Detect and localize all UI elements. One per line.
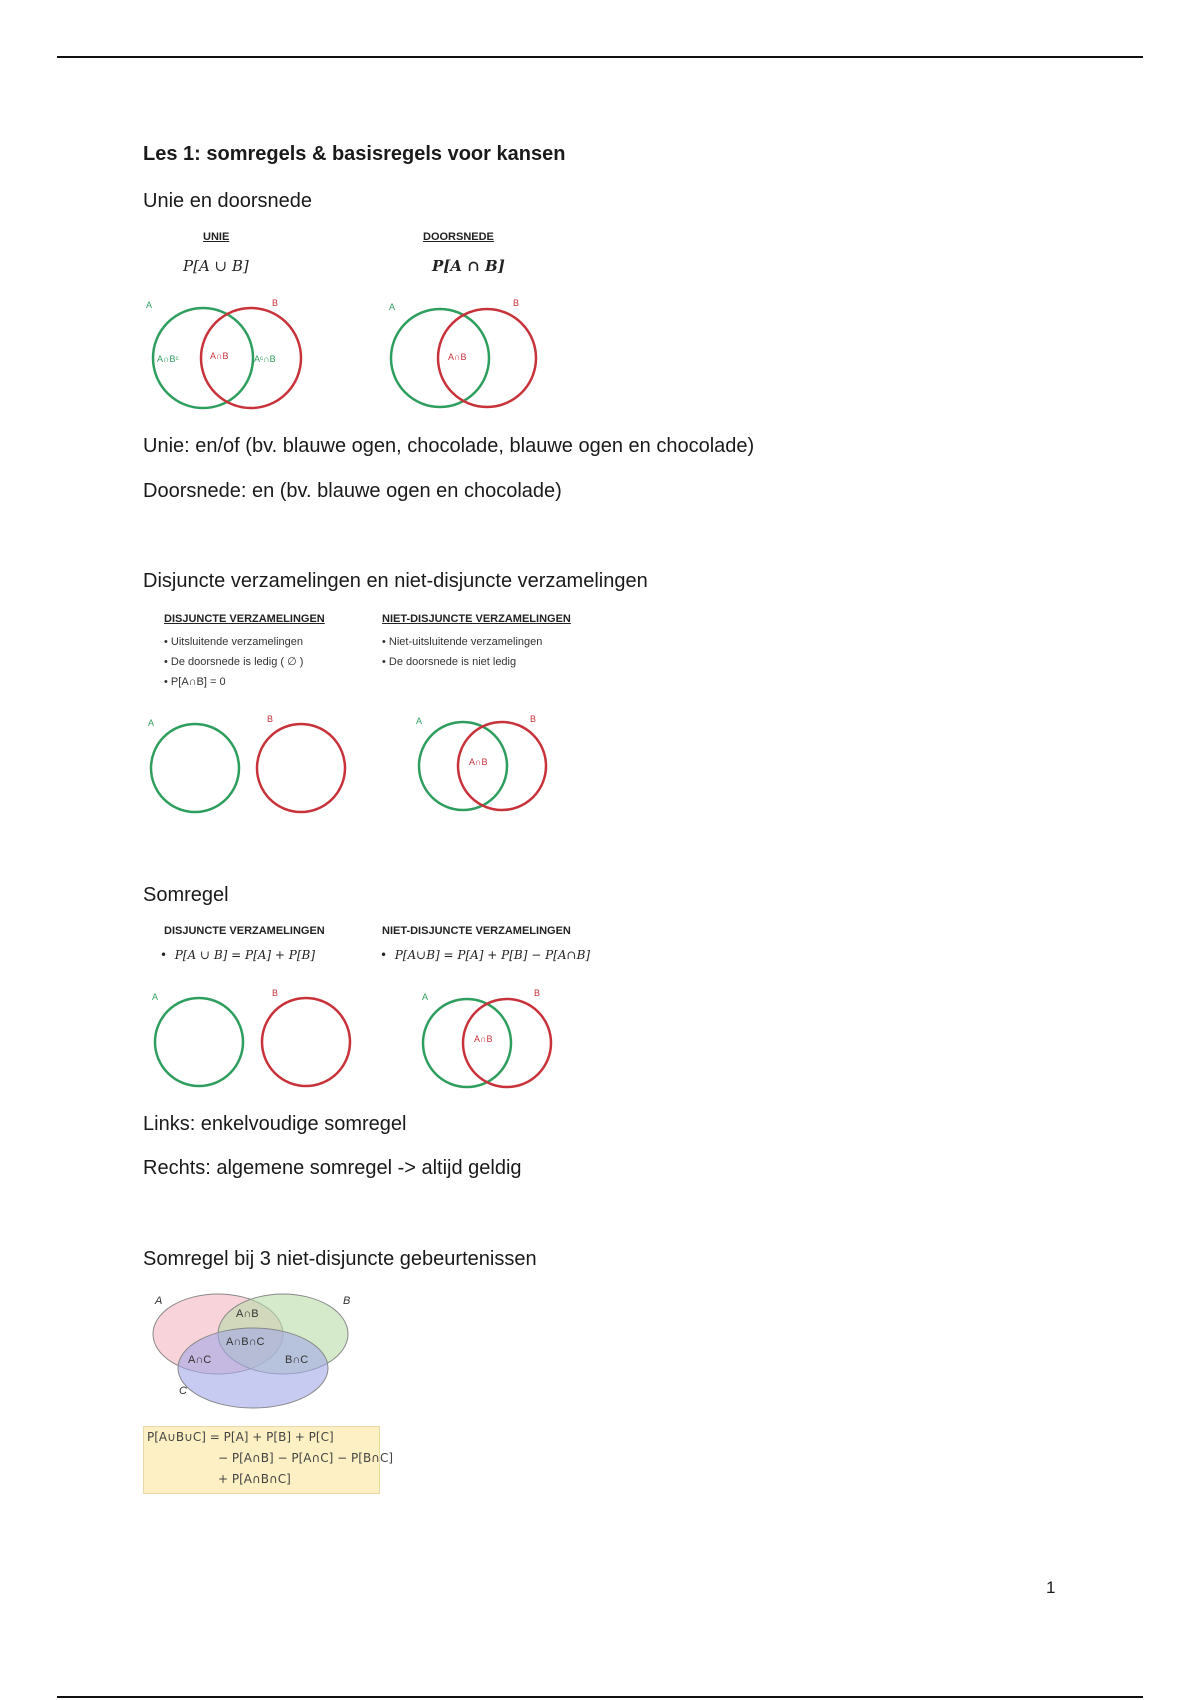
- niet-disjunct-set-a-label: A: [416, 716, 423, 726]
- unie-region-mid: A∩B: [210, 351, 229, 361]
- section-heading-disjunct: Disjuncte verzamelingen en niet-disjuncte verzamelingen: [143, 570, 648, 592]
- somregel-niet-disjunct-formula: • P[A∪B] = P[A] + P[B] − P[A∩B]: [380, 948, 591, 962]
- somregel-disjunct-venn-diagram: [146, 986, 366, 1091]
- three-set-c-label: C: [179, 1385, 187, 1397]
- three-set-venn-diagram: [143, 1284, 368, 1414]
- unie-set-a-label: A: [146, 300, 153, 310]
- unie-label: UNIE: [203, 231, 230, 243]
- unie-region-left: A∩Bᶜ: [157, 354, 179, 364]
- section-heading-unie-doorsnede: Unie en doorsnede: [143, 190, 313, 212]
- somregel-niet-disjunct-venn-diagram: [414, 986, 564, 1091]
- somregel-niet-disjunct-formula-text: P[A∪B] = P[A] + P[B] − P[A∩B]: [394, 948, 591, 962]
- unie-venn-diagram: [140, 296, 310, 416]
- niet-disjunct-set-b-label: B: [530, 714, 537, 724]
- somregel-disjunct-label: DISJUNCTE VERZAMELINGEN: [164, 925, 325, 937]
- three-set-b-label: B: [343, 1295, 351, 1307]
- doorsnede-region-mid: A∩B: [448, 352, 467, 362]
- section-heading-drie-gebeurtenissen: Somregel bij 3 niet-disjuncte gebeurtenissen: [143, 1248, 537, 1270]
- disjunct-venn-diagram: [143, 712, 363, 817]
- doorsnede-formula: P[A ∩ B]: [432, 257, 505, 275]
- formula-line-1: P[A∪B∪C] = P[A] + P[B] + P[C]: [147, 1430, 334, 1444]
- top-rule: [57, 56, 1143, 58]
- somregel-disjunct-formula: • P[A ∪ B] = P[A] + P[B]: [160, 948, 316, 962]
- doorsnede-venn-diagram: [383, 296, 553, 416]
- unie-formula: P[A ∪ B]: [183, 257, 249, 275]
- somregel-niet-disjunct-set-a-label: A: [422, 992, 429, 1002]
- doorsnede-set-b-label: B: [513, 298, 520, 308]
- list-item: • Uitsluitende verzamelingen: [164, 632, 303, 652]
- three-set-abc-label: A∩B∩C: [226, 1336, 265, 1348]
- list-item: • P[A∩B] = 0: [164, 672, 303, 692]
- somregel-niet-disjunct-region-mid: A∩B: [474, 1034, 493, 1044]
- formula-line-3: + P[A∩B∩C]: [218, 1472, 291, 1486]
- three-set-bc-label: B∩C: [285, 1354, 309, 1366]
- niet-disjunct-region-mid: A∩B: [469, 757, 488, 767]
- three-set-ab-label: A∩B: [236, 1308, 259, 1320]
- unie-set-b-label: B: [272, 298, 279, 308]
- doorsnede-description: Doorsnede: en (bv. blauwe ogen en chocolade): [143, 480, 562, 502]
- disjunct-bullets: [164, 632, 303, 692]
- formula-line-2: − P[A∩B] − P[A∩C] − P[B∩C]: [218, 1451, 394, 1465]
- list-item: • De doorsnede is ledig ( ∅ ): [164, 652, 303, 672]
- doorsnede-set-a-label: A: [389, 302, 396, 312]
- bottom-rule: [57, 1696, 1143, 1698]
- disjunct-set-a-label: A: [148, 718, 155, 728]
- niet-disjunct-venn-diagram: [410, 712, 560, 817]
- unie-description: Unie: en/of (bv. blauwe ogen, chocolade, blauwe ogen en chocolade): [143, 435, 755, 457]
- links-description: Links: enkelvoudige somregel: [143, 1113, 407, 1135]
- three-set-ac-label: A∩C: [188, 1354, 212, 1366]
- somregel-disjunct-set-b-label: B: [272, 988, 279, 998]
- unie-region-right: Aᶜ∩B: [254, 354, 276, 364]
- somregel-niet-disjunct-set-b-label: B: [534, 988, 541, 998]
- page-number: 1: [1046, 1578, 1056, 1597]
- niet-disjunct-label: NIET-DISJUNCTE VERZAMELINGEN: [382, 613, 571, 625]
- disjunct-label: DISJUNCTE VERZAMELINGEN: [164, 613, 325, 625]
- somregel-disjunct-formula-text: P[A ∪ B] = P[A] + P[B]: [174, 948, 316, 962]
- disjunct-set-b-label: B: [267, 714, 274, 724]
- three-set-formula-box: [143, 1426, 394, 1494]
- doorsnede-label: DOORSNEDE: [423, 231, 494, 243]
- list-item: • Niet-uitsluitende verzamelingen: [382, 632, 542, 652]
- niet-disjunct-bullets: [382, 632, 542, 672]
- list-item: • De doorsnede is niet ledig: [382, 652, 542, 672]
- lesson-title: Les 1: somregels & basisregels voor kansen: [143, 143, 566, 165]
- section-heading-somregel: Somregel: [143, 884, 229, 906]
- somregel-disjunct-set-a-label: A: [152, 992, 159, 1002]
- three-set-a-label: A: [155, 1295, 163, 1307]
- somregel-niet-disjunct-label: NIET-DISJUNCTE VERZAMELINGEN: [382, 925, 571, 937]
- rechts-description: Rechts: algemene somregel -> altijd geldig: [143, 1157, 522, 1179]
